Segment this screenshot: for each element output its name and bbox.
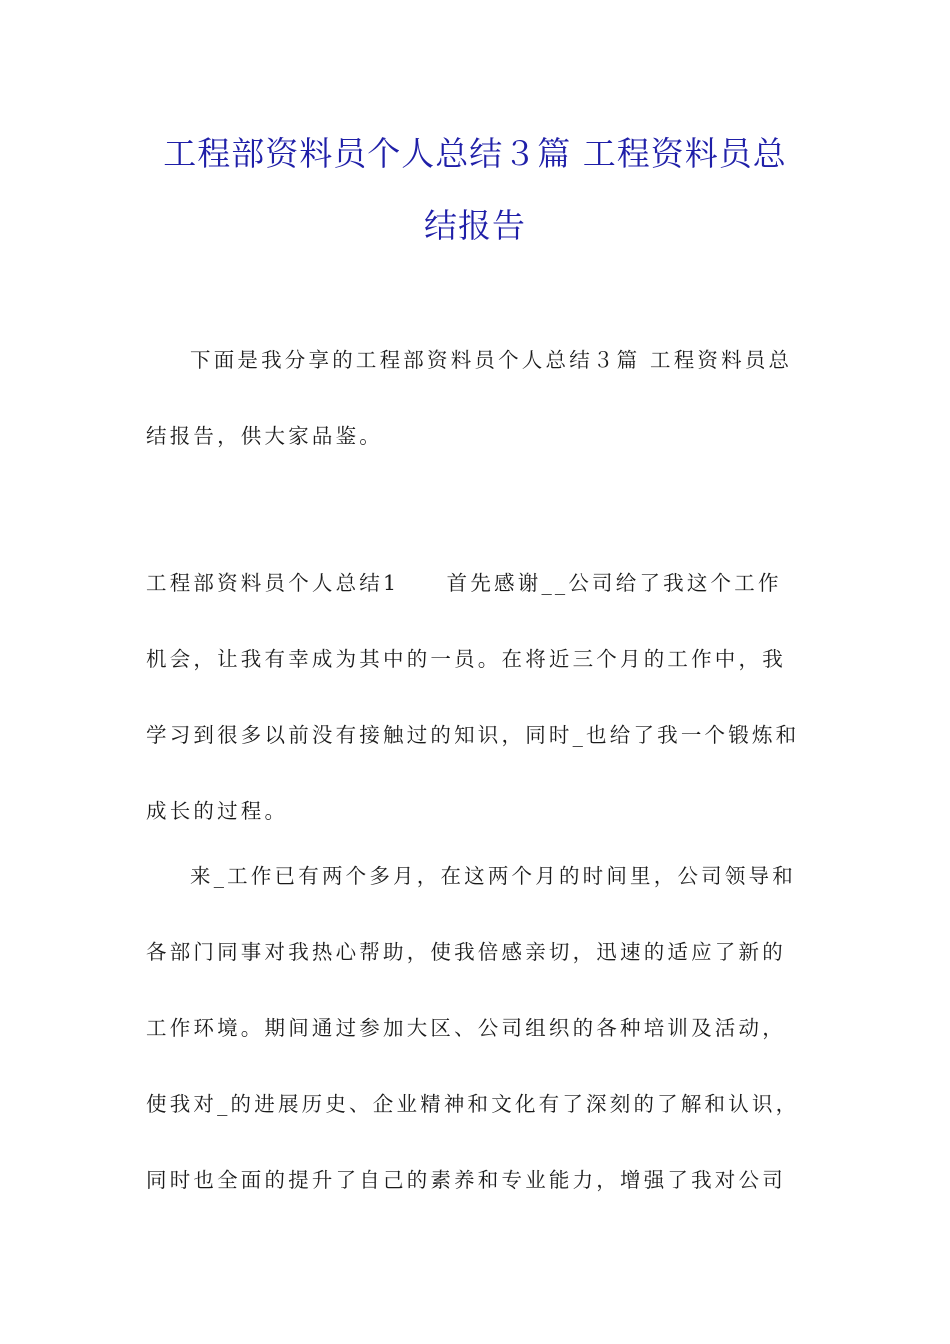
paragraph-line: 学习到很多以前没有接触过的知识，同时_也给了我一个锻炼和 bbox=[146, 723, 800, 747]
paragraph-line: 各部门同事对我热心帮助，使我倍感亲切，迅速的适应了新的 bbox=[146, 940, 786, 964]
summary-1-paragraph bbox=[146, 545, 808, 849]
intro-paragraph bbox=[146, 322, 808, 474]
paragraph-line: 结报告，供大家品鉴。 bbox=[146, 424, 383, 448]
work-experience-paragraph bbox=[146, 838, 808, 1218]
paragraph-line: 下面是我分享的工程部资料员个人总结３篇 工程资料员总 bbox=[190, 348, 793, 372]
paragraph-line: 同时也全面的提升了自己的素养和专业能力，增强了我对公司 bbox=[146, 1168, 786, 1192]
paragraph-line: 来_工作已有两个多月，在这两个月的时间里，公司领导和 bbox=[190, 864, 796, 888]
document-title bbox=[120, 118, 830, 262]
paragraph-line: 使我对_的进展历史、企业精神和文化有了深刻的了解和认识， bbox=[146, 1092, 800, 1116]
title-line-2: 结报告 bbox=[424, 206, 526, 245]
paragraph-line: 工作环境。期间通过参加大区、公司组织的各种培训及活动， bbox=[146, 1016, 786, 1040]
title-line-1: 工程部资料员个人总结３篇 工程资料员总 bbox=[163, 134, 787, 173]
paragraph-line: 成长的过程。 bbox=[146, 799, 289, 823]
paragraph-line: 工程部资料员个人总结1 首先感谢__公司给了我这个工作 bbox=[146, 571, 782, 595]
paragraph-line: 机会，让我有幸成为其中的一员。在将近三个月的工作中，我 bbox=[146, 647, 786, 671]
